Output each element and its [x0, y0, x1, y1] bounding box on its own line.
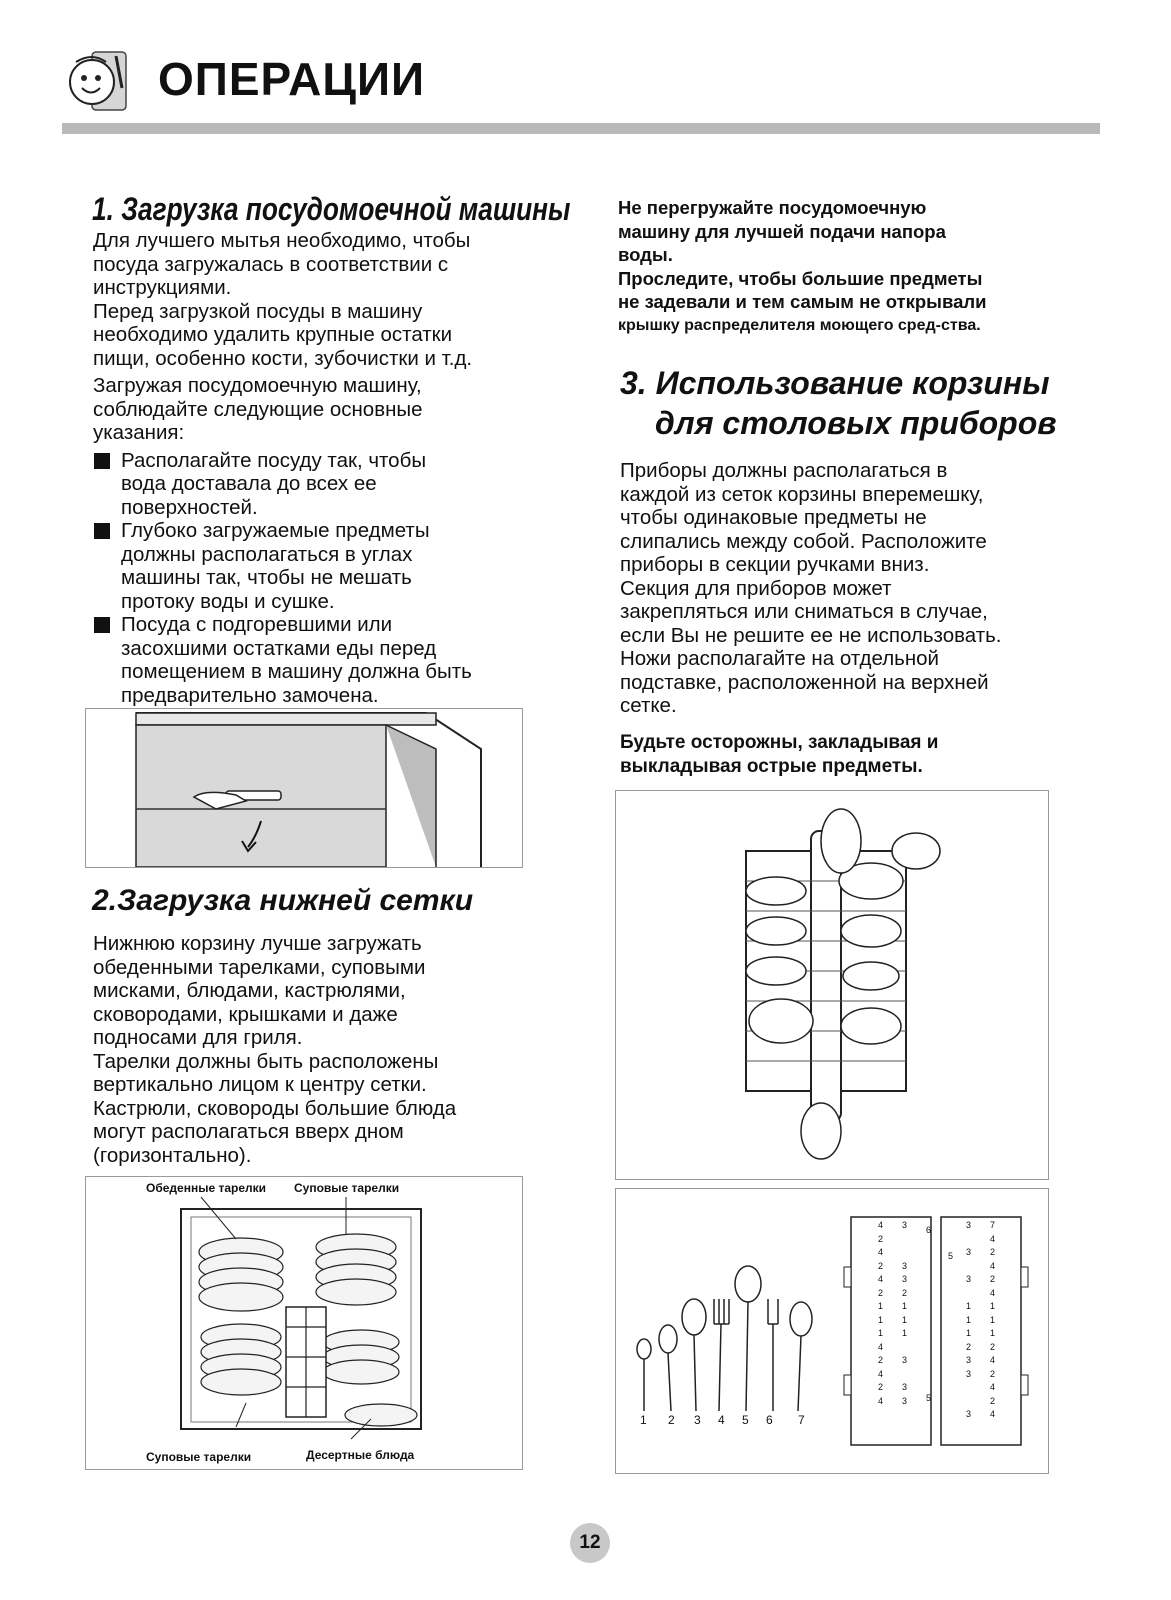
grid-row — [966, 1368, 1016, 1382]
header-divider — [62, 123, 1100, 134]
section3-heading-line2: для столовых приборов — [655, 405, 1057, 441]
grid-row — [966, 1408, 1016, 1422]
grid-cell: 2 — [902, 1287, 908, 1298]
grid-row — [966, 1300, 1016, 1314]
grid-row — [966, 1287, 1016, 1301]
text-line: машину для лучшей подачи напора — [618, 220, 946, 242]
grid-left-mid-5: 5 — [926, 1393, 932, 1403]
grid-row — [966, 1354, 1016, 1368]
grid-cell: 1 — [902, 1314, 908, 1325]
grid-row — [966, 1341, 1016, 1355]
grid-cell: 3 — [902, 1220, 908, 1230]
text-line: Загружая посудомоечную машину, — [93, 374, 422, 397]
text-line: сковородами, крышками и даже — [93, 1002, 398, 1026]
text-line: Тарелки должны быть расположены — [93, 1049, 439, 1073]
text-line: Для лучшего мытья необходимо, чтобы — [93, 229, 471, 252]
text-line: Секция для приборов может — [620, 576, 892, 600]
grid-cell: 2 — [878, 1355, 884, 1365]
grid-row — [966, 1246, 1016, 1260]
text-line: (горизонтально). — [93, 1143, 252, 1167]
bullet-item: Располагайте посуду так, чтобы вода доставала до всех ее поверхностей. — [93, 449, 523, 520]
grid-cell: 4 — [990, 1355, 996, 1365]
grid-row — [878, 1395, 928, 1409]
grid-cell: 3 — [902, 1395, 908, 1406]
grid-row — [966, 1381, 1016, 1395]
text-line: Кастрюли, сковороды большие блюда — [93, 1096, 457, 1120]
grid-row — [966, 1327, 1016, 1341]
cutlery-number: 2 — [668, 1413, 675, 1427]
section3-heading-line1: 3. Использование корзины — [620, 365, 1050, 401]
grid-cell: 2 — [990, 1274, 996, 1284]
grid-cell: 4 — [990, 1287, 996, 1298]
text-line: соблюдайте следующие основные — [93, 397, 423, 421]
grid-cell: 2 — [966, 1341, 972, 1352]
text-line: пищи, особенно кости, зубочистки и т.д. — [93, 346, 473, 370]
grid-cell: 1 — [966, 1301, 972, 1311]
cutlery-number: 1 — [640, 1413, 647, 1427]
bullet-square-icon — [94, 453, 110, 469]
text-line: слипались между собой. Расположите — [620, 529, 987, 553]
grid-row — [878, 1354, 928, 1368]
grid-cell: 3 — [902, 1274, 908, 1284]
text-line: крышку распределителя моющего сред-ства. — [618, 316, 981, 334]
grid-cell: 1 — [878, 1314, 884, 1325]
grid-right — [966, 1219, 1016, 1422]
text-line: Нижнюю корзину лучше загружать — [93, 932, 422, 955]
grid-cell: 1 — [878, 1328, 884, 1338]
grid-row — [878, 1287, 928, 1301]
section2-heading: 2.Загрузка нижней сетки — [92, 884, 474, 917]
text-line: подносами для гриля. — [93, 1026, 303, 1049]
grid-cell — [902, 1233, 926, 1247]
grid-cell: 1 — [966, 1314, 972, 1325]
grid-cell — [966, 1395, 990, 1409]
grid-row — [878, 1246, 928, 1260]
dishwasher-door-figure — [85, 708, 523, 868]
grid-cell — [966, 1233, 990, 1247]
text-line: не задевали и тем самым не открывали — [618, 291, 987, 312]
overload-warning — [618, 196, 1088, 337]
label-soup-plates-top: Суповые тарелки — [294, 1181, 400, 1195]
grid-row — [966, 1233, 1016, 1247]
grid-cell: 4 — [878, 1247, 884, 1257]
cutlery-number: 3 — [694, 1413, 701, 1427]
grid-row — [878, 1300, 928, 1314]
text-line: обеденными тарелками, суповыми — [93, 955, 426, 979]
grid-cell: 2 — [990, 1395, 996, 1406]
grid-cell: 1 — [902, 1328, 908, 1338]
grid-cell: 3 — [966, 1274, 972, 1284]
label-soup-plates-bottom: Суповые тарелки — [146, 1450, 252, 1464]
text-line: Не перегружайте посудомоечную — [618, 197, 927, 218]
label-dessert-dishes: Десертные блюда — [306, 1448, 415, 1462]
grid-left-mid-6: 6 — [926, 1225, 932, 1235]
sharp-items-caution — [620, 731, 1080, 778]
text-line: приборы в секции ручками вниз. — [620, 553, 930, 576]
bullet-item: Глубоко загружаемые предметы должны располагаться в углах машины так, чтобы не мешать протоку воды и сушке. — [93, 519, 523, 613]
grid-cell: 1 — [878, 1301, 884, 1311]
text-line: воды. — [618, 244, 673, 265]
grid-cell: 4 — [990, 1382, 996, 1392]
grid-row — [878, 1260, 928, 1274]
grid-cell: 2 — [878, 1382, 884, 1392]
grid-row — [878, 1341, 928, 1355]
cutlery-number: 5 — [742, 1413, 749, 1427]
grid-row — [878, 1233, 928, 1247]
text-line: сетке. — [620, 694, 677, 717]
grid-cell — [966, 1260, 990, 1274]
text-line: чтобы одинаковые предметы не — [620, 506, 927, 529]
text-line: выкладывая острые предметы. — [620, 755, 923, 777]
text-line: Будьте осторожны, закладывая и — [620, 732, 939, 753]
grid-cell — [902, 1368, 926, 1382]
grid-row — [966, 1273, 1016, 1287]
text-line: Ножи располагайте на отдельной — [620, 647, 940, 670]
grid-cell: 4 — [878, 1274, 884, 1284]
grid-cell: 2 — [990, 1247, 996, 1257]
text-line: необходимо удалить крупные остатки — [93, 323, 453, 346]
text-line: инструкциями. — [93, 276, 232, 299]
text-line: Приборы должны располагаться в — [620, 459, 948, 482]
grid-cell — [966, 1287, 990, 1301]
grid-row — [878, 1368, 928, 1382]
grid-row — [878, 1327, 928, 1341]
text-line: закрепляться или сниматься в случае, — [620, 600, 988, 623]
grid-cell: 3 — [966, 1409, 972, 1419]
text-line: Проследите, чтобы большие предметы — [618, 267, 983, 289]
text-line: если Вы не решите ее не использовать. — [620, 623, 1002, 647]
grid-cell: 1 — [966, 1328, 972, 1338]
grid-cell: 4 — [878, 1368, 884, 1379]
grid-cell: 3 — [902, 1260, 908, 1271]
grid-cell: 2 — [990, 1368, 996, 1379]
mascot-logo-icon — [62, 48, 132, 112]
grid-cell: 3 — [902, 1382, 908, 1392]
grid-cell: 1 — [990, 1314, 996, 1325]
grid-cell: 4 — [878, 1395, 884, 1406]
cutlery-number: 4 — [718, 1413, 725, 1427]
grid-row — [878, 1273, 928, 1287]
section2-text — [93, 932, 523, 1167]
grid-cell: 7 — [990, 1220, 996, 1230]
section3-text — [620, 459, 1080, 718]
cutlery-number: 6 — [766, 1413, 773, 1427]
grid-cell: 4 — [878, 1341, 884, 1352]
grid-cell: 2 — [878, 1287, 884, 1298]
text-line: могут располагаться вверх дном — [93, 1120, 404, 1143]
label-dinner-plates: Обеденные тарелки — [146, 1181, 267, 1195]
lower-rack-figure — [85, 1176, 523, 1470]
page-title: ОПЕРАЦИИ — [158, 53, 426, 105]
text-line: подставке, расположенной на верхней — [620, 670, 989, 694]
grid-cell: 2 — [878, 1260, 884, 1271]
grid-cell: 1 — [990, 1301, 996, 1311]
cutlery-number: 7 — [798, 1413, 805, 1427]
text-line: вертикально лицом к центру сетки. — [93, 1073, 427, 1096]
cutlery-layout-figure — [615, 1188, 1049, 1474]
section1-intro — [93, 229, 523, 707]
grid-left — [878, 1219, 928, 1408]
grid-cell: 1 — [990, 1328, 996, 1338]
text-line: мисками, блюдами, кастрюлями, — [93, 979, 406, 1002]
grid-row — [878, 1314, 928, 1328]
text-line: Перед загрузкой посуды в машину — [93, 299, 423, 323]
grid-cell — [902, 1341, 926, 1355]
grid-cell: 4 — [990, 1260, 996, 1271]
grid-cell: 4 — [878, 1220, 884, 1230]
grid-row — [966, 1395, 1016, 1409]
bullet-item: Посуда с подгоревшими или засохшими остатками еды перед помещением в машину должна быть предварительно замочена. — [93, 613, 523, 707]
grid-cell: 2 — [990, 1341, 996, 1352]
grid-cell: 3 — [966, 1247, 972, 1257]
grid-cell — [966, 1381, 990, 1395]
page-number: 12 — [570, 1523, 610, 1563]
grid-cell: 3 — [966, 1368, 972, 1379]
grid-row — [878, 1381, 928, 1395]
grid-cell: 2 — [878, 1233, 884, 1244]
bullet-square-icon — [94, 523, 110, 539]
cutlery-basket-figure — [615, 790, 1049, 1180]
text-line: посуда загружалась в соответствии с — [93, 252, 449, 276]
grid-cell: 3 — [966, 1220, 972, 1230]
bullet-square-icon — [94, 617, 110, 633]
grid-row — [966, 1314, 1016, 1328]
grid-row — [966, 1260, 1016, 1274]
text-line: указания: — [93, 421, 185, 444]
section1-heading: 1. Загрузка посудомоечной машины — [92, 191, 571, 227]
grid-row — [966, 1219, 1016, 1233]
text-line: каждой из сеток корзины вперемешку, — [620, 482, 984, 506]
grid-cell: 3 — [902, 1355, 908, 1365]
grid-cell: 4 — [990, 1409, 996, 1419]
grid-cell: 3 — [966, 1355, 972, 1365]
grid-row — [878, 1219, 928, 1233]
grid-cell — [902, 1246, 926, 1260]
grid-cell: 4 — [990, 1233, 996, 1244]
grid-right-mid-5: 5 — [948, 1251, 954, 1261]
grid-cell: 1 — [902, 1301, 908, 1311]
